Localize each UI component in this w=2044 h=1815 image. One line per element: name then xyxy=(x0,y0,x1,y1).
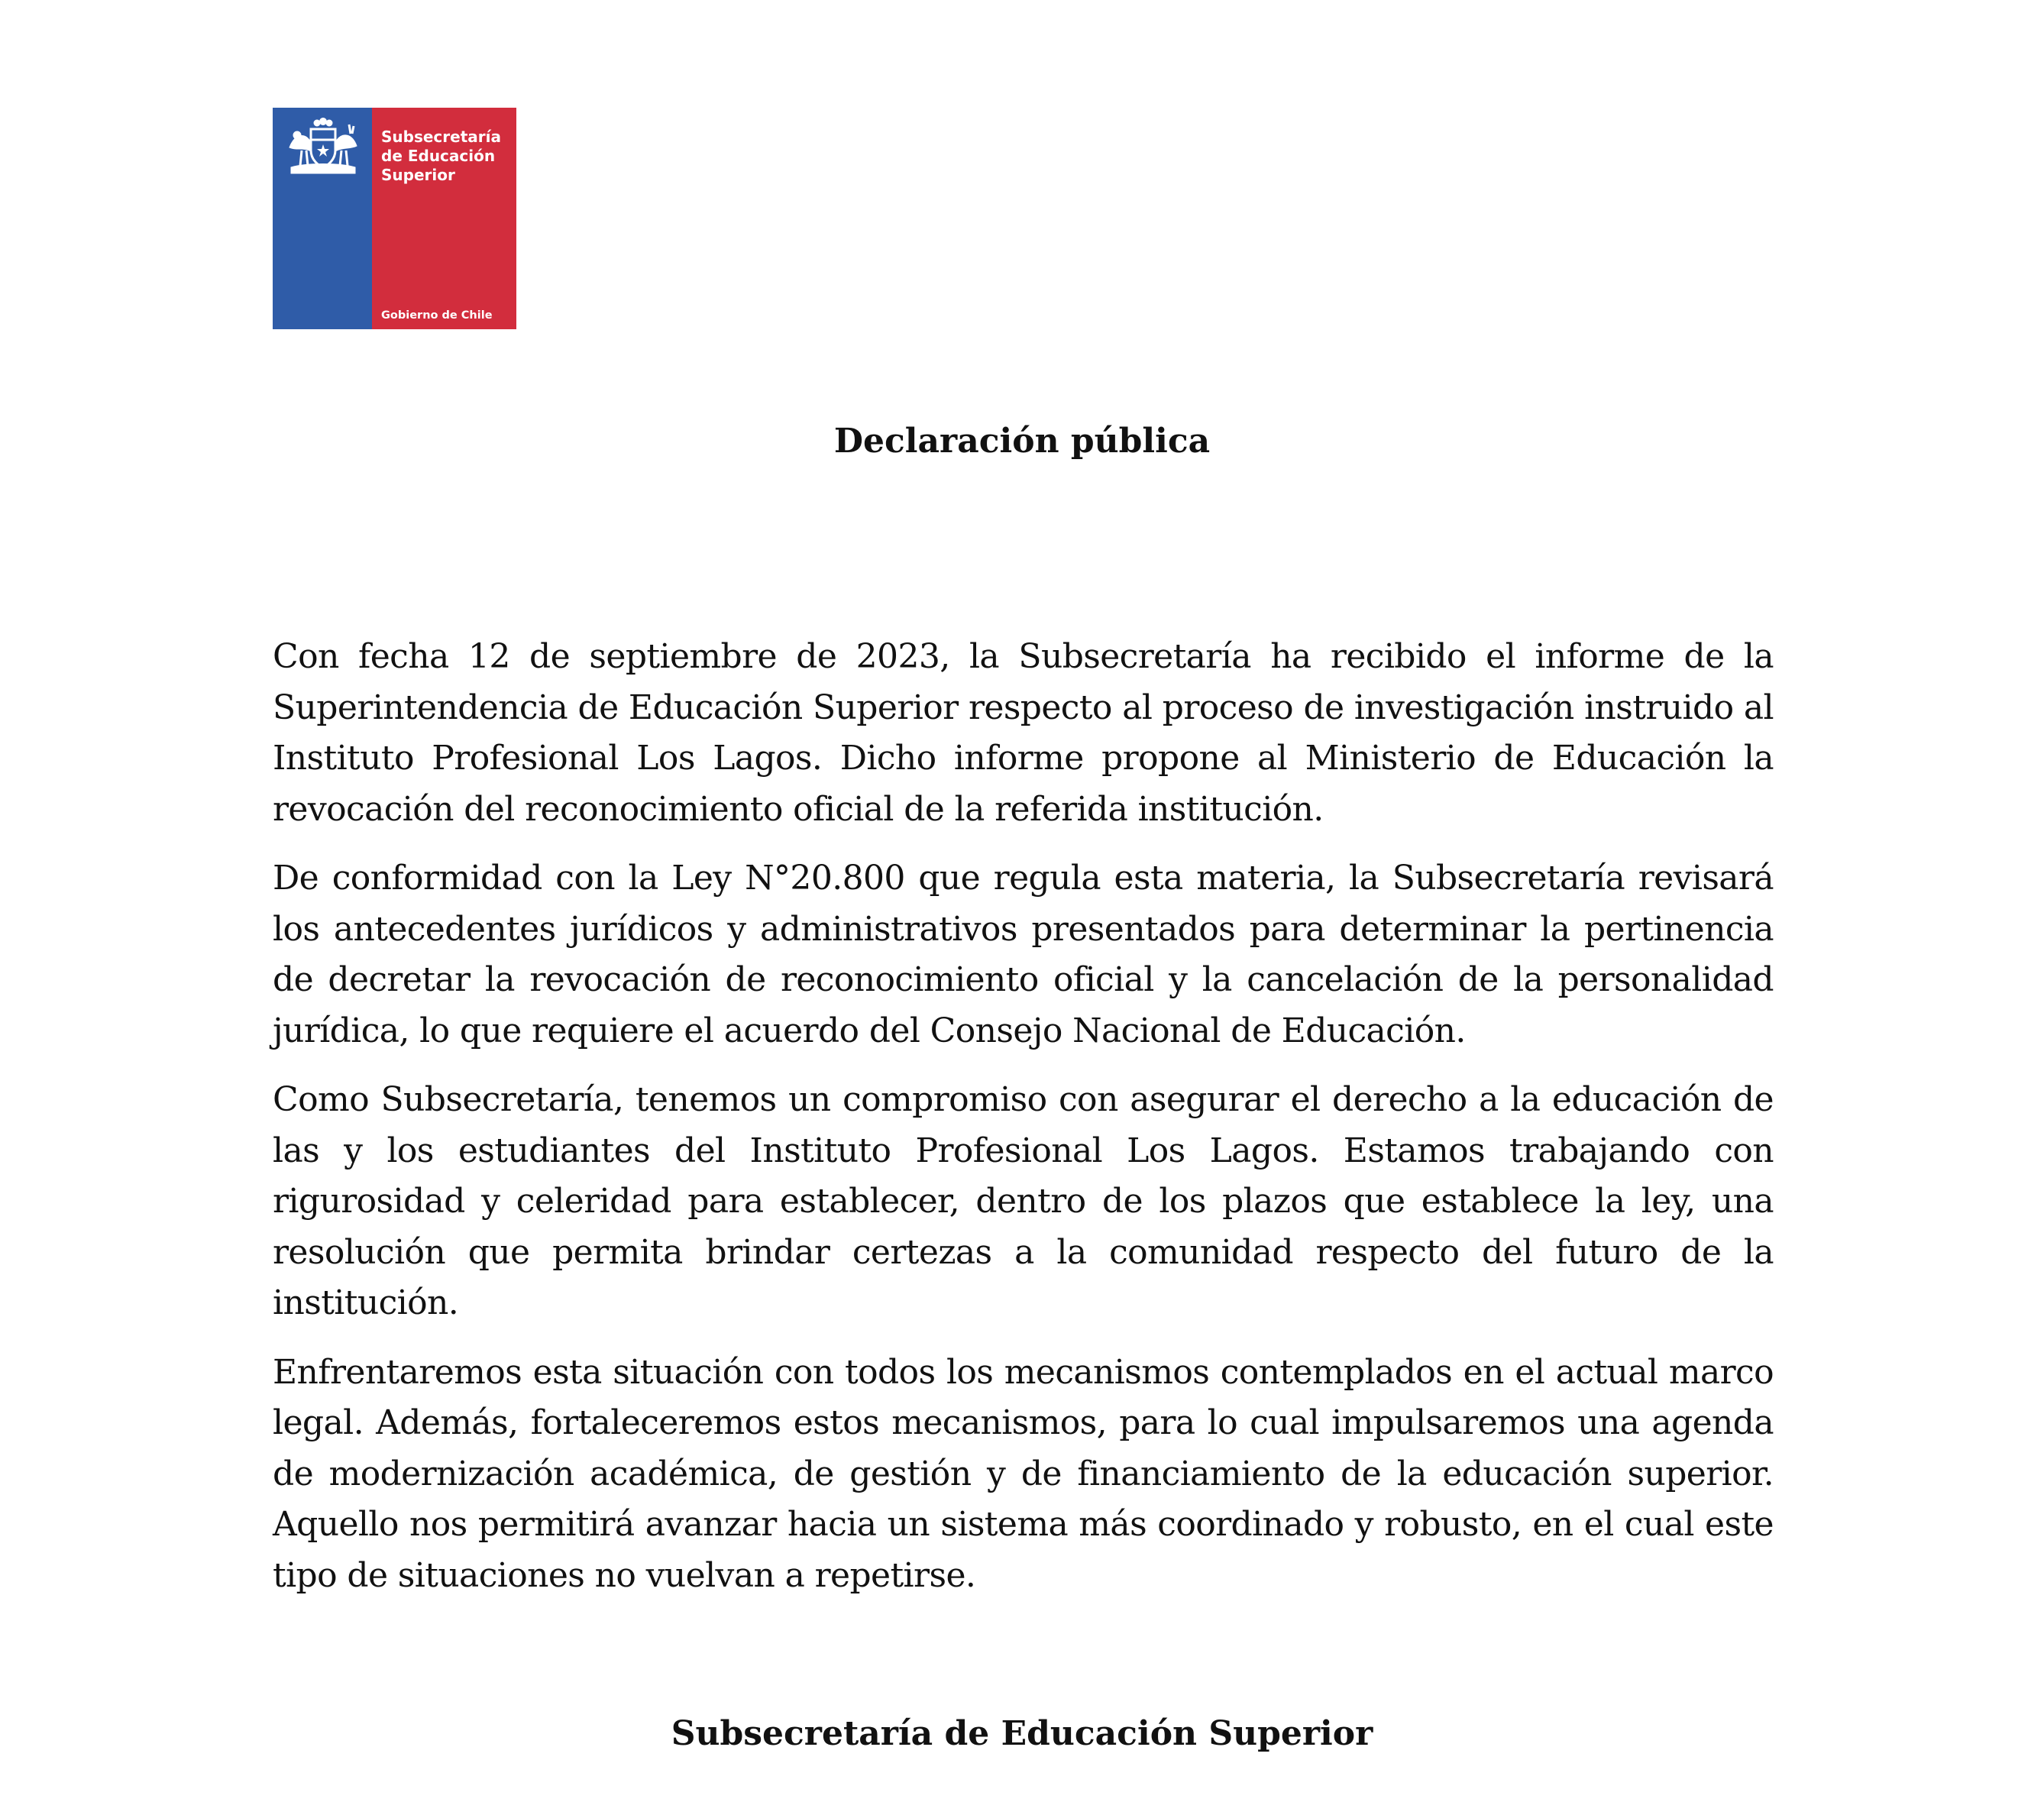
logo-red-panel xyxy=(372,108,516,329)
paragraph-2: De conformidad con la Ley N°20.800 que regula esta materia, la Subsecretaría revisará los antecedentes jurídicos y administrativos presentados para determinar la pertinencia de decretar la revocación de reconocimiento oficial y la cancelación de la personalidad jurídica, lo que requiere el acuerdo del Consejo Nacional de Educación. xyxy=(273,859,1774,1050)
chile-coat-of-arms-icon xyxy=(283,117,363,178)
page-title: Declaración pública xyxy=(833,422,1211,461)
logo-institution-name: Subsecretaría de Educación Superior xyxy=(381,128,501,184)
signature: Subsecretaría de Educación Superior xyxy=(671,1714,1373,1753)
paragraph-3: Como Subsecretaría, tenemos un compromiso con asegurar el derecho a la educación de las y los estudiantes del Instituto Profesional Los Lagos. Estamos trabajando con rigurosidad y celeridad para establecer, dentro de los plazos que establece la ley, una resolución que permita brindar certezas a la comunidad respecto del futuro de la institución. xyxy=(273,1080,1774,1322)
institution-logo xyxy=(273,108,516,329)
paragraph-1: Con fecha 12 de septiembre de 2023, la Subsecretaría ha recibido el informe de la Superintendencia de Educación Superior respecto al proceso de investigación instruido al Instituto Profesional Los Lagos. Dicho informe propone al Ministerio de Educación la revocación del reconocimiento oficial de la referida institución. xyxy=(273,637,1774,829)
logo-blue-panel xyxy=(273,108,372,329)
statement-body xyxy=(273,632,1774,1619)
paragraph-4: Enfrentaremos esta situación con todos los mecanismos contemplados en el actual marco legal. Además, fortaleceremos estos mecanismos, para lo cual impulsaremos una agenda de modernización académica, de gestión y de financiamiento de la educación superior. Aquello nos permitirá avanzar hacia un sistema más coordinado y robusto, en el cual este tipo de situaciones no vuelvan a repetirse. xyxy=(273,1352,1774,1595)
logo-government-label: Gobierno de Chile xyxy=(381,309,493,322)
